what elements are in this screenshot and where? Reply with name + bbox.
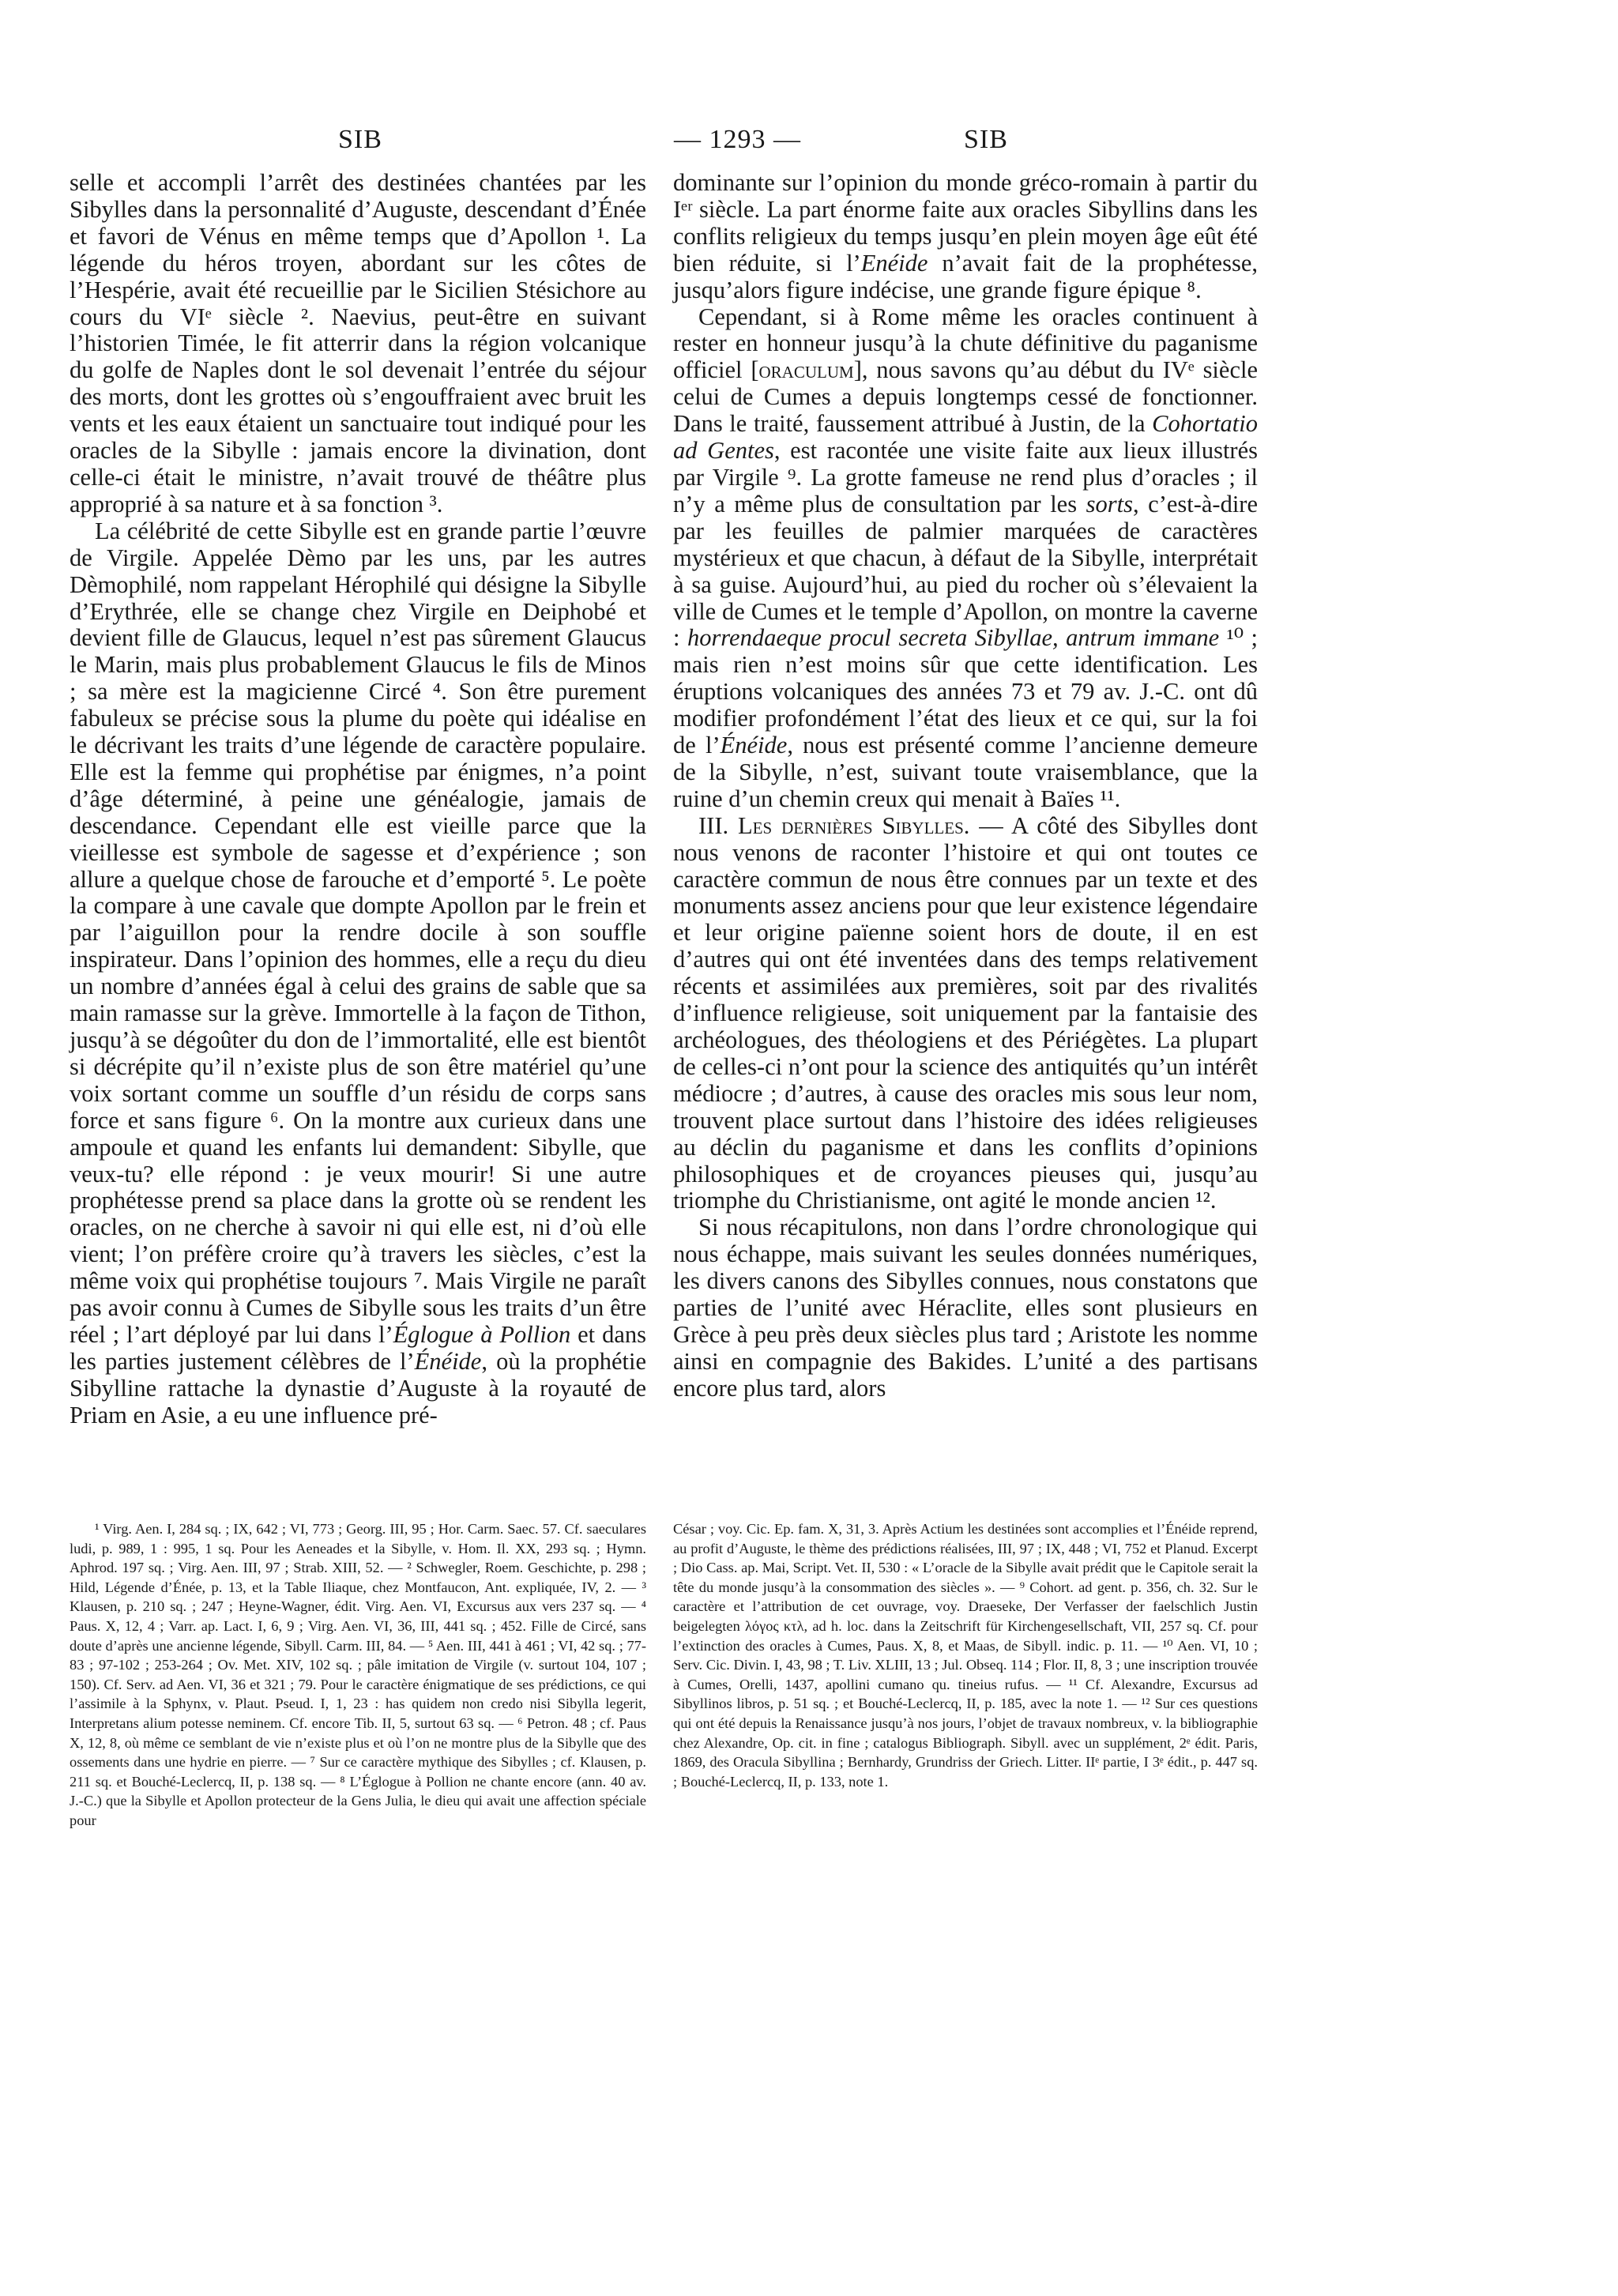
text-run: ¹⁰ ; mais rien n’est moins sûr que cette identification. Les éruptions volcaniques des années 73 et 79 av. J.-C. ont dû modifier profondément l’état des lieux et ce qui, sur la foi de l’	[673, 624, 1258, 759]
text-run: dominante sur l’opinion du monde gréco-romain à partir du Iᵉʳ siècle. La part énorme faite aux oracles Sibyllins dans les conflits religieux du temps jusqu’en plein moyen âge eût été bien réduite, si l’	[673, 169, 1258, 277]
section-heading: Les dernières Sibylles.	[738, 811, 970, 839]
text-run: , c’est-à-dire par les feuilles de palmier marquées de caractères mystérieux et que chacun, à défaut de la Sibylle, interprétait à sa guise. Aujourd’hui, au pied du rocher où s’élevaient la ville de Cumes et le temple d’Apollon, on montre la caverne :	[673, 490, 1258, 652]
text-run: , est racontée une visite faite aux lieux illustrés par Virgile ⁹. La grotte fameuse ne rend plus d’oracles ; il n’y a même plus de consultation par les	[673, 437, 1258, 518]
right-column	[673, 170, 1258, 1402]
footnotes-right	[673, 1519, 1258, 1791]
italic-title: Cohortatio ad Gentes	[673, 410, 1258, 465]
section-number: III.	[698, 811, 739, 839]
text-run: La célébrité de cette Sibylle est en grande partie l’œuvre de Virgile. Appelée Dèmo par les uns, par les autres Dèmophilé, nom rappelant Hérophilé qui désigne la Sibylle d’Erythrée, elle se change chez Virgile en Deiphobé et devient fille de Glaucus, lequel n’est pas sûrement Glaucus le Marin, mais plus probablement Glaucus le fils de Minos ; sa mère est la magicienne Circé ⁴. Son être purement fabuleux se précise sous la plume du poète qui idéalise en le décrivant les traits d’une légende de caractère populaire. Elle est la femme qui prophétise par énigmes, n’a point d’âge déterminé, à peine une généalogie, jamais de descendance. Cependant elle est vieille parce que la vieillesse est symbole de sagesse et d’expérience ; son allure a quelque chose de farouche et d’emporté ⁵. Le poète la compare à une cavale que dompte Apollon par le frein et par l’aiguillon pour la rendre docile à son souffle inspirateur. Dans l’opinion des hommes, elle a reçu du dieu un nombre d’années égal à celui des grains de sable que sa main ramasse sur la grève. Immortelle à la façon de Tithon, jusqu’à se dégoûter du don de l’immortalité, elle est bientôt si décrépite qu’il n’existe plus de son être matériel qu’une voix sortant comme un souffle d’un résidu de corps sans force et sans figure ⁶. On la montre aux curieux dans une ampoule et quand les enfants lui demandent: Sibylle, que veux-tu? elle répond : je veux mourir! Si une autre prophétesse prend sa place dans la grotte où se rendent les oracles, on ne cherche à savoir ni qui elle est, ni d’où elle vient; l’on préfère croire qu’à travers les siècles, c’est la même voix qui prophétise toujours ⁷. Mais Virgile ne paraît pas avoir connu à Cumes de Sibylle sous les traits d’un être réel ; l’art déployé par lui dans l’	[70, 517, 646, 1348]
italic-title: Enéide	[860, 249, 928, 277]
section-paragraph	[673, 813, 1258, 1215]
italic-title: Énéide	[720, 732, 788, 759]
paragraph: selle et accompli l’arrêt des destinées chantées par les Sibylles dans la personnalité d’Auguste, descendant d’Énée et favori de Vénus en même temps que d’Apollon ¹. La légende du héros troyen, abordant sur les côtes de l’Hespérie, avait été recueillie par le Sicilien Stésichore au cours du VIᵉ siècle ². Naevius, peut-être en suivant l’historien Timée, le fit atterrir dans la région volcanique du golfe de Naples dont le sol devenait l’entrée du séjour des morts, dont les grottes où s’engouffraient avec bruit les vents et les eaux étaient un sanctuaire tout indiqué pour les oracles de la Sibylle : jamais encore la divination, dont celle-ci était le ministre, n’avait trouvé de théâtre plus approprié à sa nature et à sa fonction ³.	[70, 169, 646, 518]
page-number: — 1293 —	[674, 125, 801, 154]
italic-title: Énéide	[414, 1347, 482, 1375]
paragraph	[673, 170, 1258, 304]
text-run: et dans les parties justement célèbres de l’	[70, 1320, 646, 1375]
footnotes-left	[70, 1519, 646, 1831]
text-run: Cependant, si à Rome même les oracles continuent à rester en honneur jusqu’à la chute définitive du paganisme officiel [	[673, 303, 1258, 384]
footnote-text: ¹ Virg. Aen. I, 284 sq. ; IX, 642 ; VI, 773 ; Georg. III, 95 ; Hor. Carm. Saec. 57. Cf. saeculares ludi, p. 989, 1 : 995, 1 sq. Pour les Aeneades et la Sibylle, v. Hom. Il. XX, 293 sq. ; Hymn. Aphrod. 197 sq. ; Virg. Aen. III, 97 ; Strab. XIII, 52. — ² Schwegler, Roem. Geschichte, p. 298 ; Hild, Légende d’Énée, p. 13, et la Table Iliaque, chez Montfaucon, Ant. expliquée, IV, 2. — ³ Klausen, p. 210 sq. ; 247 ; Heyne-Wagner, édit. Virg. Aen. VI, Excursus aux vers 237 sq. — ⁴ Paus. X, 12, 4 ; Varr. ap. Lact. I, 6, 9 ; Virg. Aen. VI, 36, III, 441 sq. ; 452. Fille de Circé, sans doute d’après une ancienne légende, Sibyll. Carm. III, 84. — ⁵ Aen. III, 441 à 461 ; VI, 42 sq. ; 77-83 ; 97-102 ; 253-264 ; Ov. Met. XIV, 102 sq. ; pâle imitation de Virgile (v. surtout 104, 107 ; 150). Cf. Serv. ad Aen. VI, 36 et 321 ; 79. Pour le caractère énigmatique de ses prédictions, ce qui l’assimile à la Sphynx, v. Plaut. Pseud. I, 1, 23 : has quidem non credo nisi Sibylla legerit, Interpretans alium potesse neminem. Cf. encore Tib. II, 5, surtout 63 sq. — ⁶ Petron. 48 ; cf. Paus X, 12, 8, où même ce semblant de vie n’existe plus et où l’on ne montre plus de la Sibylle que des ossements dans une hydrie en pierre. — ⁷ Sur ce caractère mythique des Sibylles ; cf. Klausen, p. 211 sq. et Bouché-Leclercq, II, p. 138 sq. — ⁸ L’Églogue à Pollion ne chante encore (ann. 40 av. J.-C.) que la Sibylle et Apollon protecteur de la Gens Julia, le dieu qui avait une affection spéciale pour	[70, 1521, 646, 1828]
header-right-title: SIB	[964, 125, 1008, 154]
header-left-title: SIB	[338, 125, 382, 154]
left-column	[70, 170, 646, 1429]
cross-reference: oraculum	[758, 356, 854, 384]
footnote-text: César ; voy. Cic. Ep. fam. X, 31, 3. Après Actium les destinées sont accomplies et l’Énéide reprend, au profit d’Auguste, le thème des prédictions réalisées, III, 97 ; IX, 448 ; VI, 752 et Planud. Excerpt ; Dio Cass. ap. Mai, Script. Vet. II, 530 : « L’oracle de la Sibylle avait prédit que le Capitole serait la tête du monde jusqu’à la consommation des siècles ». — ⁹ Cohort. ad gent. p. 356, ch. 32. Sur le caractère et l’attribution de cet ouvrage, voy. Draeseke, Der Verfasser der faelschlich Justin beigelegten λόγος κτλ, ad h. loc. dans la Zeitschrift für Kirchengesellschaft, VII, 257 sq. Cf. pour l’extinction des oracles à Cumes, Paus. X, 8, et Maas, de Sibyll. indic. p. 11. — ¹⁰ Aen. VI, 10 ; Serv. Cic. Divin. I, 43, 98 ; T. Liv. XLIII, 13 ; Jul. Obseq. 114 ; Flor. II, 8, 3 ; une inscription trouvée à Cumes, Orelli, 1437, apollini cumano qu. tineius rufus. — ¹¹ Cf. Alexandre, Excursus ad Sibyllinos libros, p. 51 sq. ; et Bouché-Leclercq, II, p. 185, avec la note 1. — ¹² Sur ces questions qui ont été depuis la Renaissance jusqu’à nos jours, l’objet de travaux nombreux, v. la bibliographie chez Alexandre, Op. cit. in fine ; catalogus Bibliograph. Sibyll. avec un supplément, 2ᵉ édit. Paris, 1869, des Oracula Sibyllina ; Bernhardy, Grundriss der Griech. Litter. IIᵉ partie, I 3ᵉ édit., p. 447 sq. ; Bouché-Leclercq, II, p. 133, note 1.	[673, 1521, 1258, 1790]
paragraph	[673, 304, 1258, 813]
text-run: — A côté des Sibylles dont nous venons de raconter l’histoire et qui ont toutes ce caractère commun de nous être connues par un texte et des monuments assez anciens pour que leur existence légendaire et leur origine païenne soient hors de doute, il en est d’autres qui ont été inventées dans des temps relativement récents et assimilées aux premières, soit par des rivalités d’influence religieuse, soit uniquement par la fantaisie des archéologues, des théologiens et des Périégètes. La plupart de celles-ci n’ont pour la science des antiquités qu’un intérêt médiocre ; d’autres, à cause des oracles mis sous leur nom, trouvent place surtout dans l’histoire des idées religieuses au déclin du paganisme et dans les conflits d’opinions philosophiques et de croyances pieuses qui, jusqu’au triomphe du Christianisme, ont agité le monde ancien ¹².	[673, 811, 1258, 1214]
running-header	[70, 125, 1255, 156]
italic-word: sorts	[1086, 490, 1133, 518]
paragraph	[70, 518, 646, 1429]
paragraph: Si nous récapitulons, non dans l’ordre chronologique qui nous échappe, mais suivant les seules données numériques, les divers canons des Sibylles connues, nous constatons que parties de l’unité avec Héraclite, elles sont plusieurs en Grèce à peu près deux siècles plus tard ; Aristote les nomme ainsi en compagnie des Bakides. L’unité a des partisans encore plus tard, alors	[673, 1214, 1258, 1402]
italic-title: Églogue à Pollion	[393, 1320, 571, 1348]
text-run: , où la prophétie Sibylline rattache la dynastie d’Auguste à la royauté de Priam en Asie, a eu une influence pré-	[70, 1347, 646, 1428]
text-run: n’avait fait de la prophétesse, jusqu’alors figure indécise, une grande figure épique ⁸.	[673, 249, 1258, 303]
text-run: , nous est présenté comme l’ancienne demeure de la Sibylle, n’est, suivant toute vraisemblance, que la ruine d’un chemin creux qui menait à Baïes ¹¹.	[673, 732, 1258, 812]
text-run: ], nous savons qu’au début du IVᵉ siècle celui de Cumes a depuis longtemps cessé de fonctionner. Dans le traité, faussement attribué à Justin, de la	[673, 356, 1258, 438]
italic-quotation: horrendaeque procul secreta Sibyllae, antrum immane	[687, 624, 1220, 652]
